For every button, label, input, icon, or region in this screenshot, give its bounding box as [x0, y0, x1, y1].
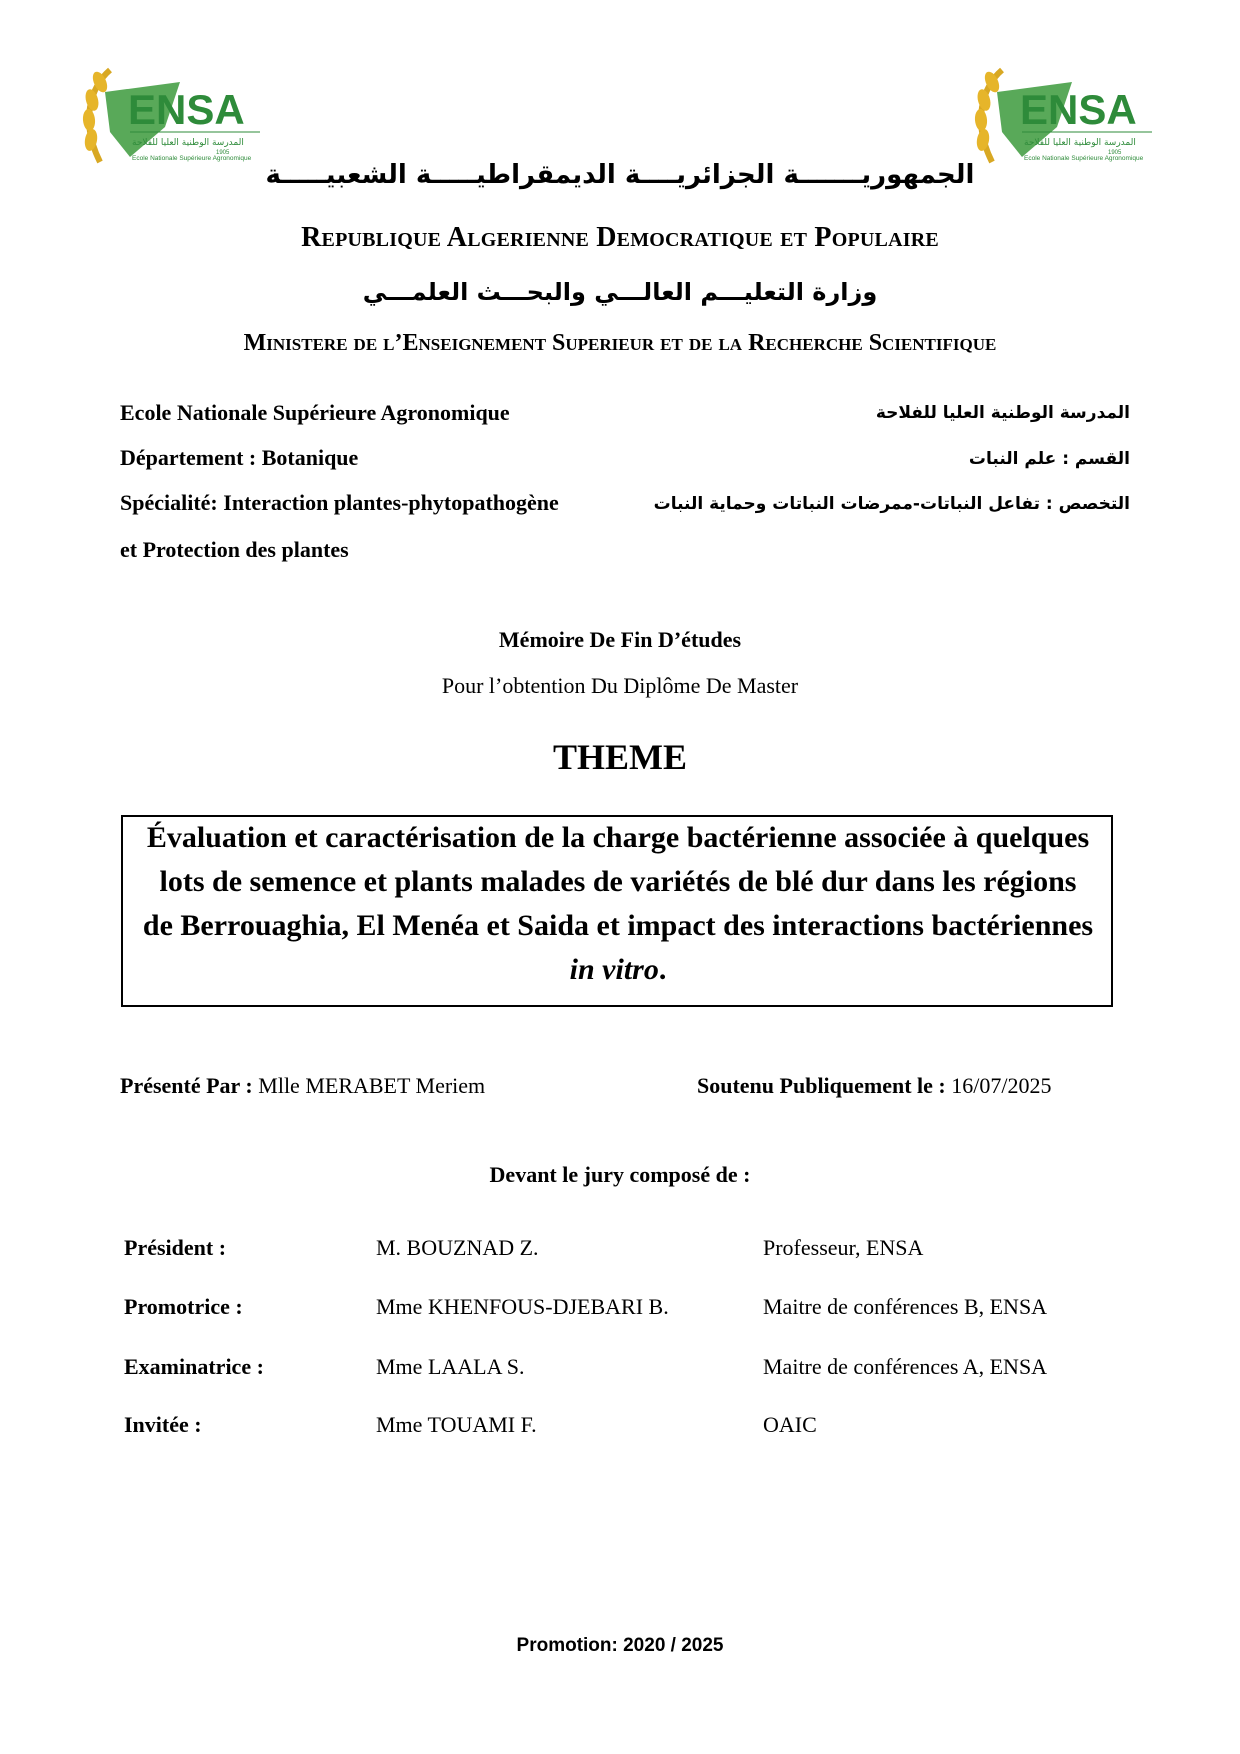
- logo-subtitle: Ecole Nationale Supérieure Agronomique: [132, 155, 252, 162]
- theme-text: Évaluation et caractérisation de la charge bactérienne associée à quelques lots de semence et plants malades de variétés de blé dur dans les régions de Berrouaghia, El Menéa et Saida et impact des interactions bactériennes: [142, 821, 1094, 942]
- school-name-arabic: المدرسة الوطنية العليا للفلاحة: [875, 403, 1130, 423]
- presented-value: Mlle MERABET Meriem: [258, 1073, 486, 1098]
- logo-subtitle: Ecole Nationale Supérieure Agronomique: [1024, 155, 1144, 162]
- jury-role: Examinatrice :: [124, 1354, 264, 1379]
- jury-role: Président :: [124, 1235, 227, 1260]
- jury-heading: Devant le jury composé de :: [489, 1162, 751, 1187]
- department-arabic: القسم : علم النبات: [968, 449, 1130, 469]
- speciality-continued: et Protection des plantes: [120, 537, 349, 562]
- jury-name: Mme TOUAMI F.: [376, 1412, 537, 1437]
- defended-value: 16/07/2025: [951, 1073, 1052, 1098]
- defense-date: [697, 1073, 1052, 1099]
- defended-label: Soutenu Publiquement le :: [697, 1073, 946, 1098]
- promotion-years: Promotion: 2020 / 2025: [516, 1635, 724, 1656]
- republic-arabic: الجمهوريـــــــة الجزائريــــة الديمقراطيـــــة الشعبيـــــة: [265, 160, 975, 190]
- logo-text: ENSA: [128, 86, 245, 133]
- ensa-logo-right: [962, 62, 1162, 172]
- logo-arabic-subtitle: المدرسة الوطنية العليا للفلاحة: [132, 138, 244, 148]
- jury-title: OAIC: [763, 1412, 817, 1437]
- logo-text: ENSA: [1020, 86, 1137, 133]
- theme-title: [142, 816, 1094, 992]
- jury-name: M. BOUZNAD Z.: [376, 1235, 539, 1260]
- jury-role: Promotrice :: [124, 1294, 243, 1319]
- diploma-line: Pour l’obtention Du Diplôme De Master: [441, 673, 799, 698]
- logo-year: 1905: [216, 150, 230, 156]
- theme-heading: THEME: [552, 737, 687, 777]
- theme-end: .: [658, 953, 667, 986]
- ministry-french: Ministere de l’Enseignement Superieur et de la Recherche Scientifique: [243, 330, 997, 356]
- logo-year: 1905: [1108, 150, 1122, 156]
- jury-name: Mme KHENFOUS-DJEBARI B.: [376, 1294, 669, 1319]
- jury-title: Professeur, ENSA: [763, 1235, 924, 1260]
- jury-role: Invitée :: [124, 1412, 202, 1437]
- school-name: Ecole Nationale Supérieure Agronomique: [120, 400, 510, 425]
- presented-by: [120, 1073, 485, 1099]
- presented-label: Présenté Par :: [120, 1073, 253, 1098]
- speciality: Spécialité: Interaction plantes-phytopathogène: [120, 490, 559, 515]
- logo-arabic-subtitle: المدرسة الوطنية العليا للفلاحة: [1024, 138, 1136, 148]
- department: Département : Botanique: [120, 445, 359, 470]
- speciality-arabic: التخصص : تفاعل النباتات-ممرضات النباتات وحماية النبات: [653, 494, 1130, 514]
- jury-title: Maitre de conférences A, ENSA: [763, 1354, 1048, 1379]
- theme-italic: in vitro: [569, 953, 659, 986]
- jury-title: Maitre de conférences B, ENSA: [763, 1294, 1048, 1319]
- memoire-title: Mémoire De Fin D’études: [498, 627, 742, 652]
- ensa-logo-left: [70, 62, 270, 172]
- jury-name: Mme LAALA S.: [376, 1354, 525, 1379]
- ministry-arabic: وزارة التعليـــم العالـــي والبحـــث العلمـــي: [362, 278, 878, 306]
- republic-french: Republique Algerienne Democratique et Populaire: [301, 222, 939, 253]
